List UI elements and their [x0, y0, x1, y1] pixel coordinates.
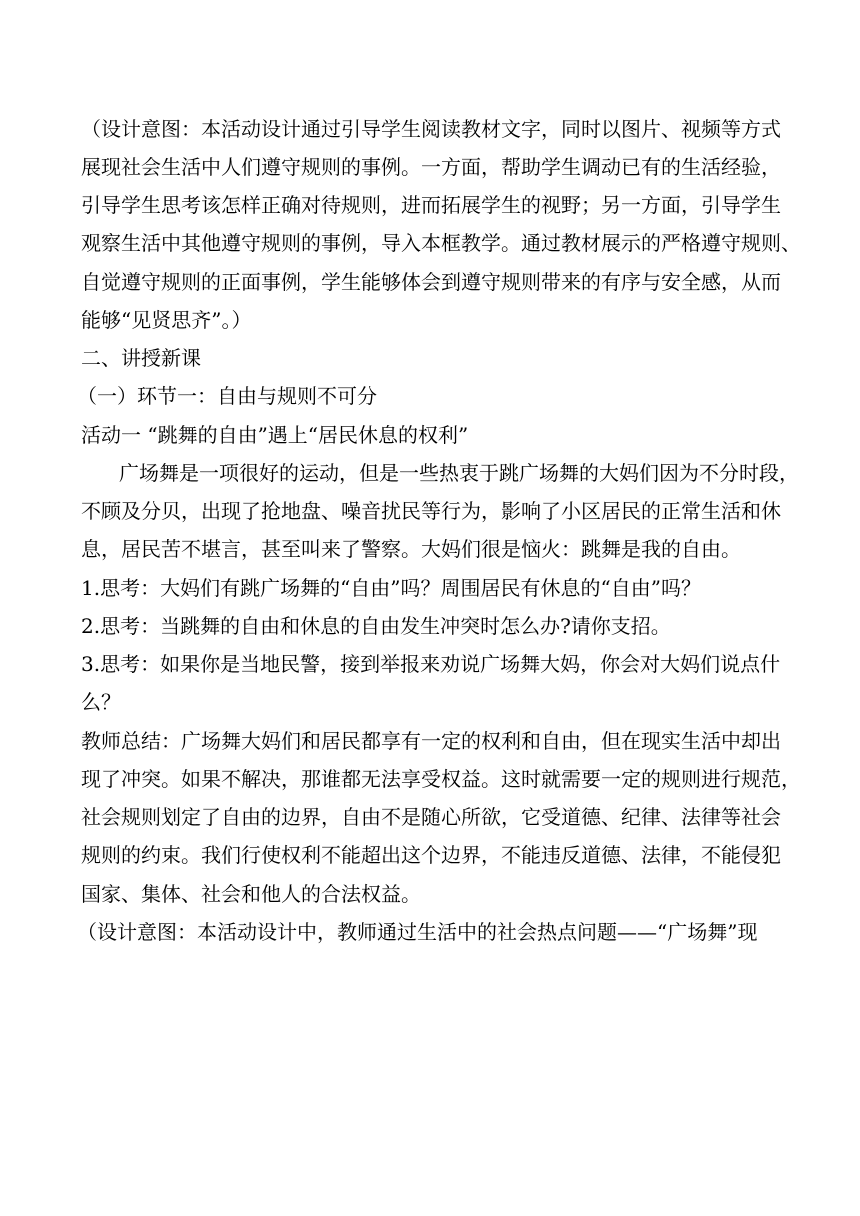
design-intent-line-1: （设计意图：本活动设计通过引导学生阅读教材文字，同时以图片、视频等方式: [81, 117, 781, 141]
design-intent-line-6: 能够“见贤思齐”。）: [81, 308, 252, 332]
teacher-summary-line-1: 教师总结：广场舞大妈们和居民都享有一定的权利和自由，但在现实生活中却出: [81, 729, 781, 753]
activity-title: 活动一 “跳舞的自由”遇上“居民休息的权利”: [81, 423, 469, 447]
design-intent-line-2: 展现社会生活中人们遵守规则的事例。一方面，帮助学生调动已有的生活经验，: [81, 155, 781, 179]
question-2: 2.思考：当跳舞的自由和休息的自由发生冲突时怎么办?请你支招。: [81, 614, 671, 638]
design-intent-line-4: 观察生活中其他遵守规则的事例，导入本框教学。通过教材展示的严格遵守规则、: [81, 231, 801, 255]
question-3-line-2: 么？: [81, 690, 121, 714]
case-paragraph-line-3: 息，居民苦不堪言，甚至叫来了警察。大妈们很是恼火：跳舞是我的自由。: [81, 537, 741, 561]
design-intent-line-5: 自觉遵守规则的正面事例，学生能够体会到遵守规则带来的有序与安全感，从而: [81, 270, 781, 294]
subsection-heading: （一）环节一：自由与规则不可分: [77, 384, 377, 408]
teacher-summary-line-5: 国家、集体、社会和他人的合法权益。: [81, 882, 421, 906]
design-intent-2-line-1: （设计意图：本活动设计中，教师通过生活中的社会热点问题——“广场舞”现: [77, 920, 758, 944]
case-paragraph-line-1: 广场舞是一项很好的运动，但是一些热衷于跳广场舞的大妈们因为不分时段，: [119, 461, 799, 485]
teacher-summary-line-4: 规则的约束。我们行使权利不能超出这个边界，不能违反道德、法律，不能侵犯: [81, 843, 781, 867]
teacher-summary-line-3: 社会规则划定了自由的边界，自由不是随心所欲，它受道德、纪律、法律等社会: [81, 805, 781, 829]
design-intent-line-3: 引导学生思考该怎样正确对待规则，进而拓展学生的视野；另一方面，引导学生: [81, 193, 781, 217]
teacher-summary-line-2: 现了冲突。如果不解决，那谁都无法享受权益。这时就需要一定的规则进行规范，: [81, 767, 801, 791]
question-1: 1.思考：大妈们有跳广场舞的“自由”吗？周围居民有休息的“自由”吗？: [81, 576, 701, 600]
section-heading: 二、讲授新课: [81, 346, 201, 370]
question-3-line-1: 3.思考：如果你是当地民警，接到举报来劝说广场舞大妈，你会对大妈们说点什: [81, 652, 781, 676]
case-paragraph-line-2: 不顾及分贝，出现了抢地盘、噪音扰民等行为，影响了小区居民的正常生活和休: [81, 499, 781, 523]
